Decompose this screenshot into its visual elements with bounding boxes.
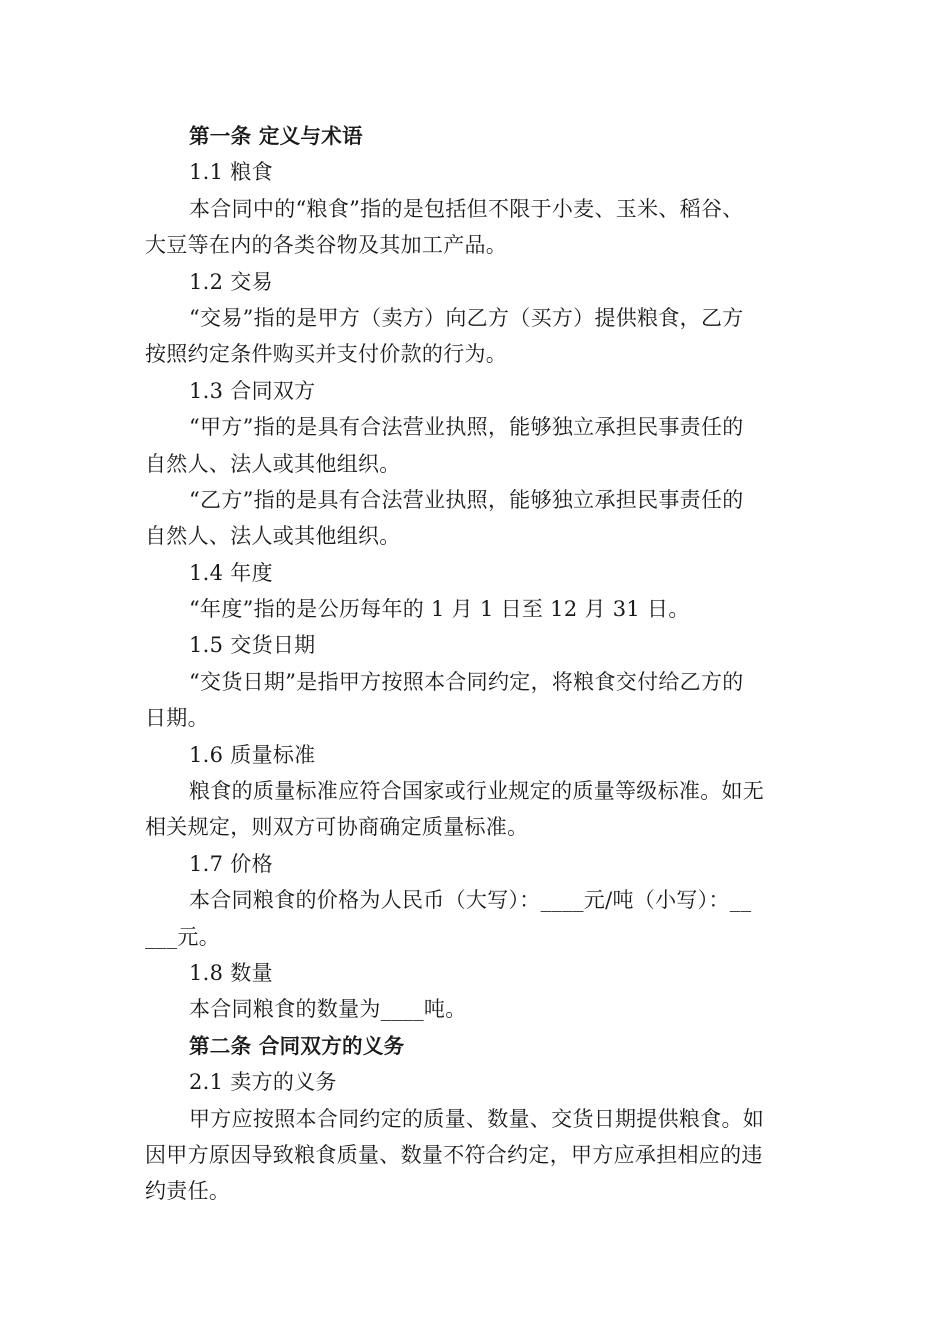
- paragraph-line: 因甲方原因导致粮食质量、数量不符合约定，甲方应承担相应的违: [145, 1142, 763, 1167]
- paragraph-line: 本合同粮食的数量为____吨。: [189, 997, 467, 1022]
- subsection-title: 2.1 卖方的义务: [189, 1070, 337, 1095]
- subsection-title: 1.2 交易: [189, 269, 273, 294]
- paragraph-line: 大豆等在内的各类谷物及其加工产品。: [145, 233, 508, 258]
- paragraph-line: 甲方应按照本合同约定的质量、数量、交货日期提供粮食。如: [189, 1106, 765, 1131]
- subsection-title: 1.6 质量标准: [189, 742, 316, 767]
- subsection-title: 1.1 粮食: [189, 160, 273, 185]
- paragraph-line: “年度”指的是公历每年的 1 月 1 日至 12 月 31 日。: [189, 597, 690, 622]
- section-heading: 第一条 定义与术语: [189, 124, 363, 148]
- paragraph-line: 粮食的质量标准应符合国家或行业规定的质量等级标准。如无: [189, 779, 765, 804]
- paragraph-line: 约责任。: [145, 1179, 231, 1204]
- paragraph-line: 相关规定，则双方可协商确定质量标准。: [145, 815, 529, 840]
- subsection-title: 1.7 价格: [189, 851, 273, 876]
- paragraph-line: “交易”指的是甲方（卖方）向乙方（买方）提供粮食，乙方: [189, 305, 744, 330]
- subsection-title: 1.8 数量: [189, 960, 273, 985]
- section-heading: 第二条 合同双方的义务: [189, 1033, 405, 1058]
- paragraph-line: 日期。: [145, 706, 209, 731]
- paragraph-line: 按照约定条件购买并支付价款的行为。: [145, 342, 508, 367]
- paragraph-line: 本合同中的“粮食”指的是包括但不限于小麦、玉米、稻谷、: [189, 196, 744, 221]
- paragraph-line: “交货日期”是指甲方按照本合同约定，将粮食交付给乙方的: [189, 669, 744, 694]
- paragraph-line: ___元。: [145, 924, 220, 949]
- paragraph-line: 自然人、法人或其他组织。: [145, 524, 401, 549]
- document-page: [145, 118, 810, 1210]
- subsection-title: 1.5 交货日期: [189, 633, 316, 658]
- subsection-title: 1.4 年度: [189, 560, 273, 585]
- paragraph-line: 自然人、法人或其他组织。: [145, 451, 401, 476]
- subsection-title: 1.3 合同双方: [189, 378, 316, 403]
- paragraph-line: 本合同粮食的价格为人民币（大写）：____元/吨（小写）：__: [189, 888, 752, 913]
- paragraph-line: “甲方”指的是具有合法营业执照，能够独立承担民事责任的: [189, 415, 744, 440]
- paragraph-line: “乙方”指的是具有合法营业执照，能够独立承担民事责任的: [189, 487, 744, 512]
